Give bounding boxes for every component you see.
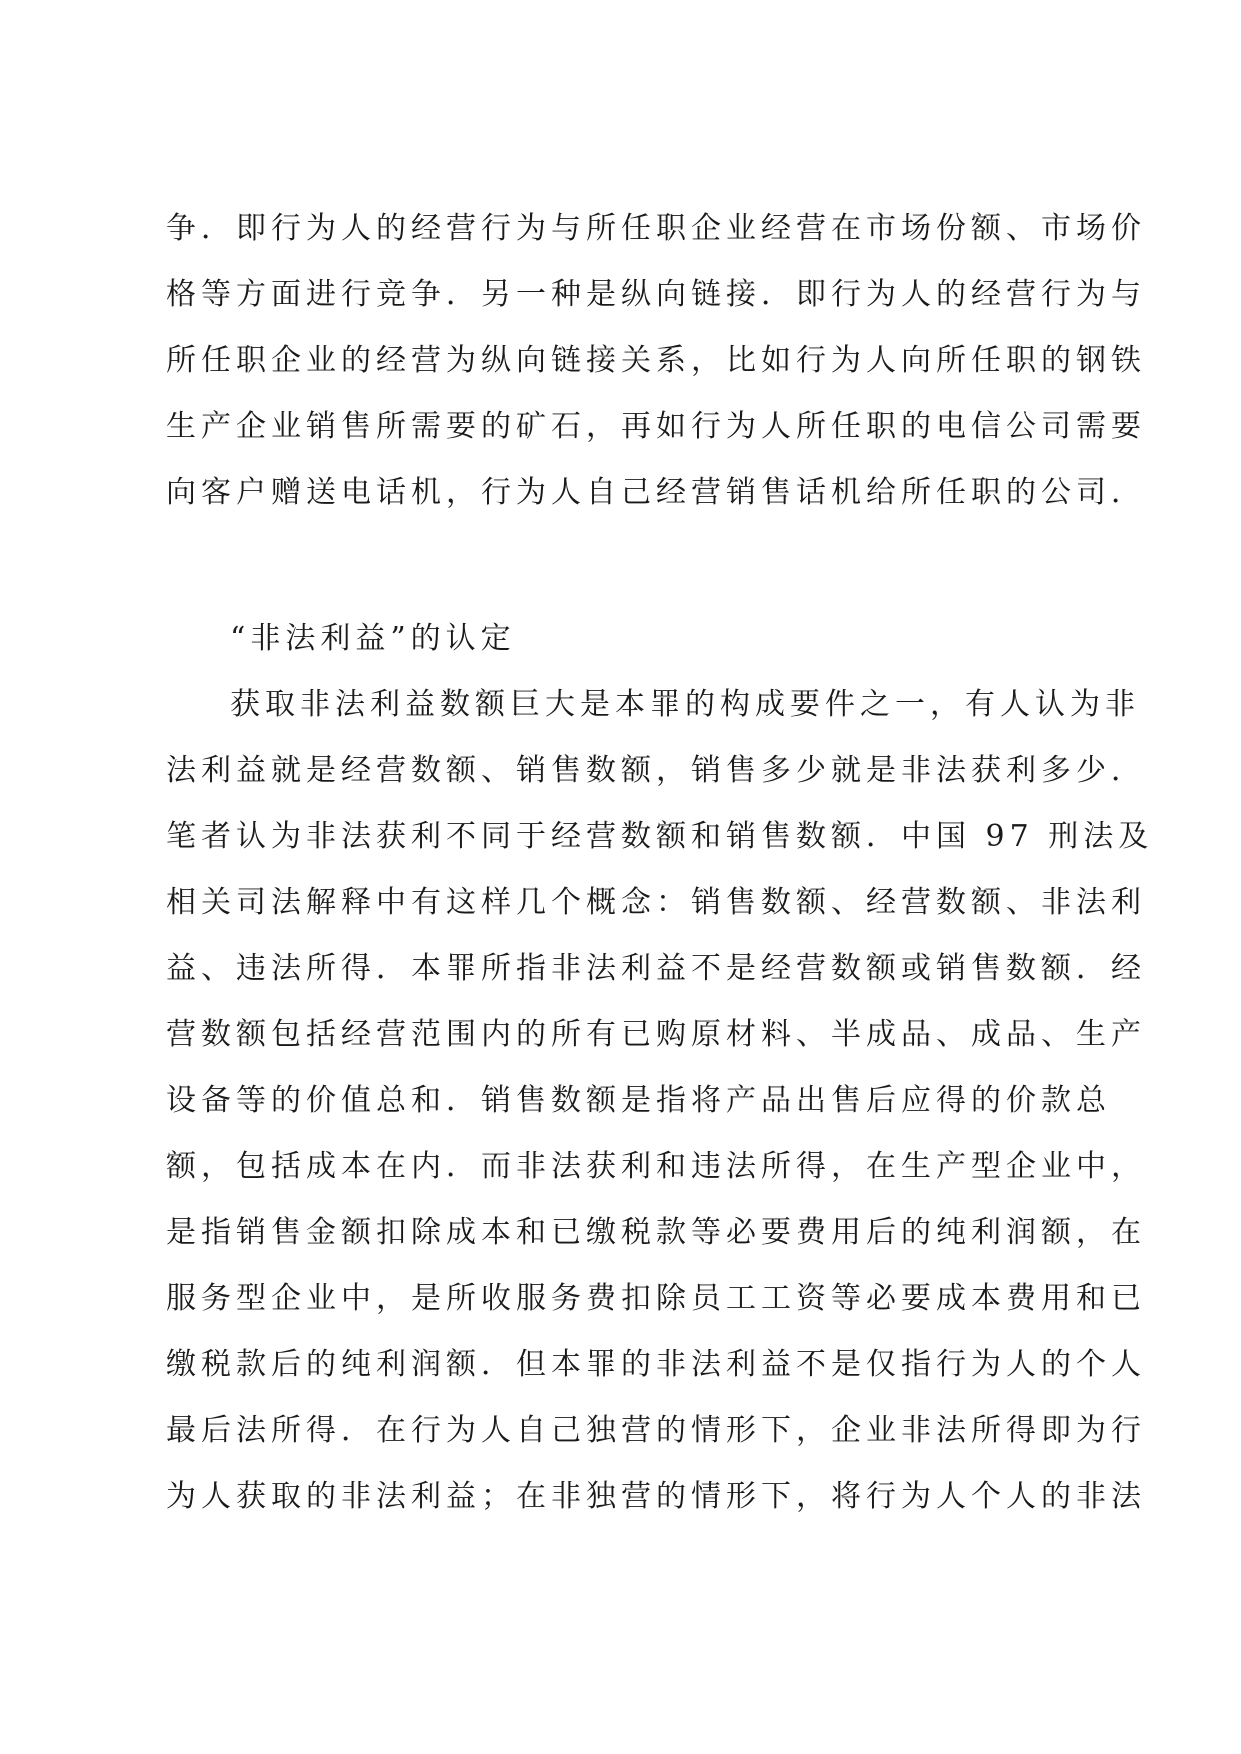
text-line: 额，包括成本在内．而非法获利和违法所得，在生产型企业中， <box>166 1149 1146 1184</box>
paragraph-main <box>166 672 1154 1530</box>
text-line: 是指销售金额扣除成本和已缴税款等必要费用后的纯利润额，在 <box>166 1215 1146 1250</box>
text-line: 向客户赠送电话机，行为人自己经营销售话机给所任职的公司． <box>166 475 1146 510</box>
text-line: 法利益就是经营数额、销售数额，销售多少就是非法获利多少． <box>166 753 1146 788</box>
text-line: 所任职企业的经营为纵向链接关系，比如行为人向所任职的钢铁 <box>166 343 1146 378</box>
text-line: 为人获取的非法利益；在非独营的情形下，将行为人个人的非法 <box>166 1479 1146 1514</box>
text-line: 获取非法利益数额巨大是本罪的构成要件之一，有人认为非 <box>230 687 1140 722</box>
text-line: 最后法所得．在行为人自己独营的情形下，企业非法所得即为行 <box>166 1413 1146 1448</box>
paragraph-continuation <box>166 196 1146 526</box>
text-line: 争．即行为人的经营行为与所任职企业经营在市场份额、市场价 <box>166 211 1146 246</box>
section-heading-block <box>166 606 1096 672</box>
text-line: 营数额包括经营范围内的所有已购原材料、半成品、成品、生产 <box>166 1017 1146 1052</box>
text-line: 缴税款后的纯利润额．但本罪的非法利益不是仅指行为人的个人 <box>166 1347 1146 1382</box>
section-heading: “非法利益”的认定 <box>230 621 516 656</box>
text-line: 益、违法所得．本罪所指非法利益不是经营数额或销售数额．经 <box>166 951 1146 986</box>
text-line: 生产企业销售所需要的矿石，再如行为人所任职的电信公司需要 <box>166 409 1146 444</box>
text-line: 格等方面进行竞争．另一种是纵向链接．即行为人的经营行为与 <box>166 277 1146 312</box>
text-line: 设备等的价值总和．销售数额是指将产品出售后应得的价款总 <box>166 1083 1111 1118</box>
text-line: 笔者认为非法获利不同于经营数额和销售数额．中国 97 刑法及 <box>166 819 1154 854</box>
text-line: 服务型企业中，是所收服务费扣除员工工资等必要成本费用和已 <box>166 1281 1146 1316</box>
text-line: 相关司法解释中有这样几个概念：销售数额、经营数额、非法利 <box>166 885 1146 920</box>
